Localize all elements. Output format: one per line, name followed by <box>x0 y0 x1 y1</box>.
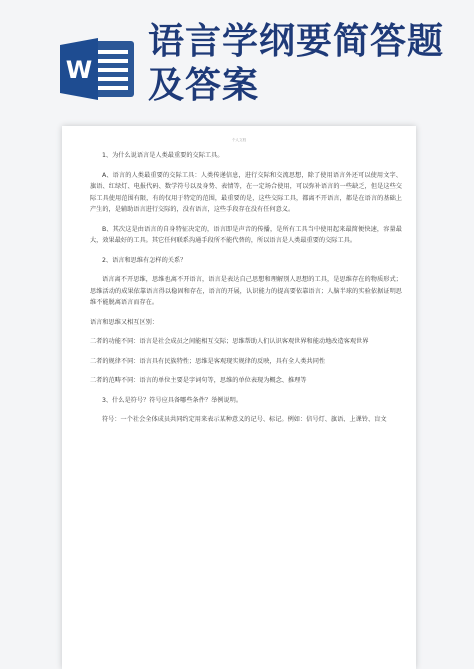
answer-2-function: 二者的功能不同：语言是社会成员之间能相互交际；思维帮助人们认识客观世界和能动地改造客观世界 <box>90 338 369 345</box>
question-1: 1、为什么说语言是人类最重要的交际工具。 <box>102 152 224 159</box>
question-3: 3、什么是符号？符号应具备哪些条件？举例说明。 <box>102 396 243 404</box>
document-page <box>62 126 416 669</box>
answer-1b: B、其次这是由语言的自身特征决定的，语言即是声音的传播，是所有工具当中使用起来最简便快速，容量最大，效果最好的工具。其它任何联系沟通手段所不能代替的，所以语言是人类最重要的交际工具。 <box>90 225 402 244</box>
question-2: 2、语言和思维有怎样的关系？ <box>102 256 187 264</box>
document-title: 语言学纲要简答题及答案 <box>148 21 445 106</box>
answer-2-rules: 二者的规律不同：语言具有民族特性；思维是客观现实规律的反映，具有全人类共同性 <box>90 357 326 365</box>
answer-1a: A、语言的人类最重要的交际工具：人类传递信息，进行交际和交流思想，除了使用语言外还可以使用文字、旗语、红绿灯、电报代码、数学符号以及身势、表情等，在一定场合使用，可以弥补语言的一些缺乏，但是这些交际工具使用范围有限，有的仅用于特定的范围，最重要的是，这些交际工具，都离不开语言，都是在语言的基础上产生的，是辅助语言进行交际的，没有语言，这些手段存在没有任何意义。 <box>90 171 402 213</box>
word-logo-letter: W <box>65 56 93 84</box>
answer-3: 符号：一个社会全体成员共同约定用来表示某种意义的记号、标记。例如：信号灯、旗语、上课铃、盲文 <box>102 416 387 423</box>
document-body <box>90 150 402 434</box>
word-app-icon <box>60 38 136 100</box>
page-header-text: 个人文档 <box>231 138 247 142</box>
answer-2: 语言离不开思维，思维也离不开语言，语言是表达自己思想和理解别人思想的工具，是思维存在的物质形式；思维活动的成果依靠语言得以稳固和存在，语言的开展，认识能力的提高要依靠语言；人脑半球的实验依据证明思维不能脱离语言而存在。 <box>90 276 402 306</box>
answer-2-category: 二者的范畴不同：语言的单位主要是字词句等，思维的单位表现为概念、推理等 <box>90 377 307 384</box>
answer-2-difference-heading: 语言和思维又相互区别： <box>90 318 159 326</box>
